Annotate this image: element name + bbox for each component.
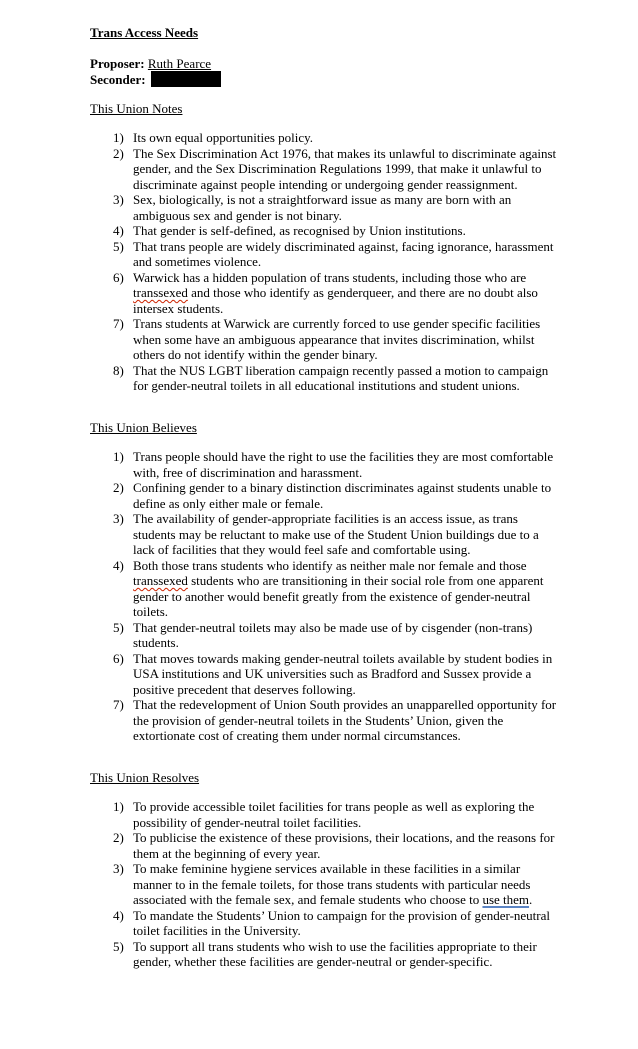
- section-heading-believes: This Union Believes: [90, 419, 197, 435]
- text-segment: Both those trans students who identify as neither male nor female and those: [133, 557, 527, 573]
- text-segment: The Sex Discrimination Act 1976, that makes its unlawful to discriminate against gender, and the Sex Discrimination Regulations 1999, that make it unlawful to discriminate against people intending or undergoing gender reassignment.: [133, 145, 557, 192]
- misspelled-word: transsexed: [133, 573, 188, 588]
- text-segment: and those who identify as genderqueer, and there are no doubt also intersex students.: [133, 285, 538, 316]
- text-segment: That moves towards making gender-neutral toilets available by student bodies in USA institutions and UK universities such as Bradford and Sussex provide a positive precedent that deserves following.: [133, 650, 553, 697]
- list-item: [133, 239, 558, 270]
- section-heading-resolves: This Union Resolves: [90, 769, 200, 785]
- proposer-label: Proposer:: [90, 55, 145, 71]
- text-segment: To make feminine hygiene services available in these facilities in a similar manner to in the female toilets, for those trans students with particular needs associated with the female sex, and female students who choose to: [133, 861, 531, 907]
- list-item: [133, 449, 558, 480]
- list-item: [133, 192, 558, 223]
- notes-list: [90, 130, 558, 394]
- resolves-list: [90, 799, 558, 970]
- text-segment: Confining gender to a binary distinction discriminates against students unable to define as only either male or female.: [133, 480, 552, 511]
- list-item: [133, 830, 558, 861]
- list-item: [133, 799, 558, 830]
- believes-list: [90, 449, 558, 744]
- text-segment: To support all trans students who wish to use the facilities appropriate to their gender, whether these facilities are gender-neutral or gender-specific.: [133, 938, 537, 969]
- list-item: [133, 697, 558, 744]
- list-item: [133, 620, 558, 651]
- list-item: [133, 363, 558, 394]
- seconder-line: [90, 71, 558, 88]
- proposer-name: Ruth Pearce: [147, 55, 212, 71]
- list-item: [133, 861, 558, 908]
- list-item: [133, 146, 558, 193]
- list-item: [133, 908, 558, 939]
- list-item: [133, 651, 558, 698]
- text-segment: To publicise the existence of these provisions, their locations, and the reasons for them at the beginning of every year.: [133, 830, 555, 861]
- redacted-seconder-name: [151, 71, 221, 87]
- list-item: [133, 270, 558, 317]
- list-item: [133, 939, 558, 970]
- text-segment: To mandate the Students’ Union to campaign for the provision of gender-neutral toilet facilities in the University.: [133, 907, 551, 938]
- list-item: [133, 558, 558, 620]
- text-segment: That the redevelopment of Union South provides an unapparelled opportunity for the provision of gender-neutral toilets in the Students’ Union, given the extortionate cost of creating them under normal circumstances.: [133, 697, 557, 743]
- text-segment: To provide accessible toilet facilities for trans people as well as exploring the possibility of gender-neutral toilet facilities.: [133, 799, 535, 830]
- list-item: [133, 130, 558, 146]
- text-segment: That trans people are widely discriminated against, facing ignorance, harassment and sometimes violence.: [133, 238, 554, 269]
- text-segment: Its own equal opportunities policy.: [133, 130, 314, 145]
- list-item: [133, 511, 558, 558]
- seconder-label: Seconder:: [90, 72, 146, 87]
- text-segment: That gender-neutral toilets may also be made use of by cisgender (non-trans) students.: [133, 619, 533, 650]
- text-segment: Sex, biologically, is not a straightforward issue as many are born with an ambiguous sex and gender is not binary.: [133, 192, 512, 223]
- grammar-flagged-text: use them: [482, 892, 530, 907]
- text-segment: students who are transitioning in their social role from one apparent gender to another would benefit greatly from the existence of gender-neutral toilets.: [133, 573, 544, 619]
- misspelled-word: transsexed: [133, 285, 188, 300]
- document-page: [90, 25, 558, 970]
- list-item: [133, 223, 558, 239]
- text-segment: That the NUS LGBT liberation campaign recently passed a motion to campaign for gender-neutral toilets in all educational institutions and student unions.: [133, 362, 549, 393]
- text-segment: That gender is self-defined, as recognised by Union institutions.: [133, 223, 466, 238]
- text-segment: The availability of gender-appropriate facilities is an access issue, as trans students may be reluctant to make use of the Student Union buildings due to a lack of facilities that they would feel safe and comfortable using.: [133, 511, 539, 557]
- list-item: [133, 480, 558, 511]
- list-item: [133, 316, 558, 363]
- text-segment: .: [529, 892, 533, 907]
- text-segment: Trans students at Warwick are currently forced to use gender specific facilities when some have an ambiguous appearance that invites discrimination, whilst others do not identify within the gender binary.: [133, 316, 541, 362]
- document-title: Trans Access Needs: [90, 25, 199, 40]
- text-segment: Trans people should have the right to use the facilities they are most comfortable with, free of discrimination and harassment.: [133, 449, 554, 480]
- proposer-line: [90, 56, 558, 72]
- text-segment: Warwick has a hidden population of trans students, including those who are: [133, 269, 527, 285]
- section-heading-notes: This Union Notes: [90, 100, 183, 116]
